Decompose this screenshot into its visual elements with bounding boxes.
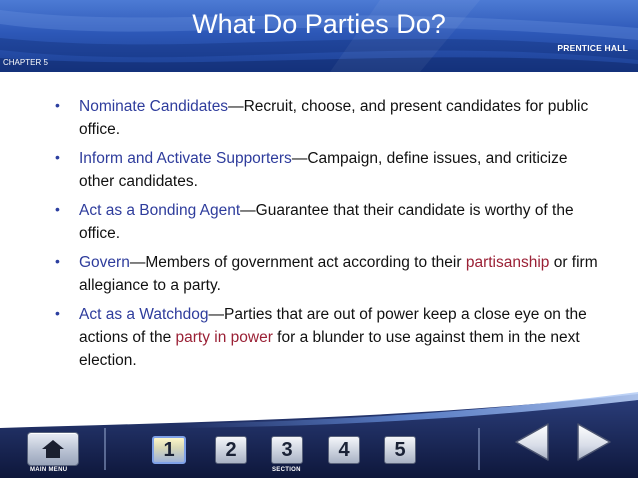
bullet-text-after: or firm allegiance to a party. <box>79 254 598 294</box>
chapter-label: CHAPTER 5 <box>3 58 48 67</box>
bullet-item <box>55 303 600 372</box>
home-icon <box>40 438 66 460</box>
bullet-term: Inform and Activate Supporters <box>79 150 292 167</box>
main-menu-button[interactable] <box>27 432 79 466</box>
section-3-button[interactable]: 3 <box>271 436 303 464</box>
bullet-text: —Members of government act according to their <box>129 254 466 271</box>
main-menu-label: MAIN MENU <box>30 467 68 473</box>
bullet-item <box>55 251 600 297</box>
slide-header <box>0 0 638 72</box>
section-label: SECTION <box>272 467 301 473</box>
bullet-dot-icon: • <box>55 253 60 269</box>
section-2-button[interactable]: 2 <box>215 436 247 464</box>
bullet-list <box>55 95 600 378</box>
bullet-text: —Recruit, choose, and present candidates for public office. <box>79 98 589 138</box>
bullet-dot-icon: • <box>55 97 60 113</box>
bullet-item <box>55 199 600 245</box>
section-5-button[interactable]: 5 <box>384 436 416 464</box>
bullet-text-after: for a blunder to use against them in the next election. <box>79 329 580 369</box>
bullet-text: —Parties that are out of power keep a close eye on the actions of the <box>79 306 587 346</box>
bullet-item <box>55 147 600 193</box>
bullet-dot-icon: • <box>55 149 60 165</box>
publisher-label: PRENTICE HALL <box>557 43 628 53</box>
previous-arrow-icon[interactable] <box>512 420 554 464</box>
bullet-dot-icon: • <box>55 305 60 321</box>
bullet-term: Govern <box>79 254 130 271</box>
highlight-term: partisanship <box>465 254 550 271</box>
bullet-text: —Campaign, define issues, and criticize other candidates. <box>79 150 568 190</box>
footer-divider <box>104 428 106 470</box>
page-title: What Do Parties Do? <box>192 9 446 39</box>
bullet-item <box>55 95 600 141</box>
bullet-term: Act as a Bonding Agent <box>79 202 241 219</box>
section-4-button[interactable]: 4 <box>328 436 360 464</box>
next-arrow-icon[interactable] <box>572 420 614 464</box>
bullet-term: Act as a Watchdog <box>79 306 209 323</box>
bullet-term: Nominate Candidates <box>79 98 229 115</box>
highlight-term: party in power <box>175 329 273 346</box>
footer-divider <box>478 428 480 470</box>
bullet-text: —Guarantee that their candidate is worthy of the office. <box>79 202 574 242</box>
bullet-dot-icon: • <box>55 201 60 217</box>
section-1-button[interactable]: 1 <box>152 436 186 464</box>
